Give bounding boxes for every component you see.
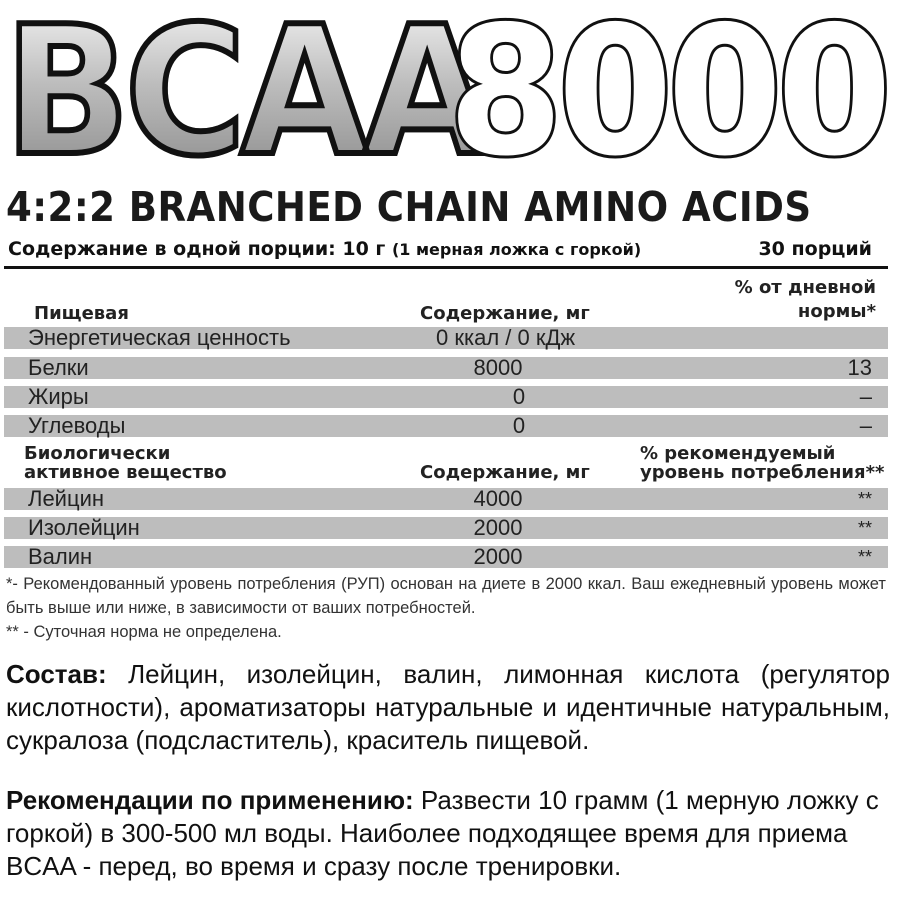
- row-pct: 13: [847, 355, 872, 380]
- footnote-rup: *- Рекомендованный уровень потребления (РУП) основан на диете в 2000 ккал. Ваш ежедневный уровень может быть выше или ниже, в зависимости от ваших потребностей.: [6, 575, 886, 617]
- serving-line: [8, 238, 888, 260]
- row-amount: 0 ккал / 0 кДж: [436, 325, 576, 350]
- composition-label: Состав:: [6, 659, 107, 689]
- bioactive-header-amount: Содержание, мг: [420, 462, 590, 483]
- row-pct: **: [857, 518, 872, 538]
- bioactive-header-name-line2: активное вещество: [24, 462, 227, 483]
- row-amount: 8000: [473, 355, 523, 380]
- table-row: [4, 327, 888, 349]
- composition-body: Лейцин, изолейцин, валин, лимонная кислота (регулятор кислотности), ароматизаторы натуральные и идентичные натуральным, сукралоза (подсластитель), краситель пищевой.: [6, 659, 890, 755]
- title-brand: BCAA: [4, 0, 486, 195]
- row-name: Энергетическая ценность: [28, 325, 291, 350]
- serving-note: (1 мерная ложка с горкой): [391, 240, 642, 259]
- serving-portions: 30 порций: [758, 238, 872, 260]
- row-name: Белки: [28, 355, 89, 380]
- table-row: [4, 357, 888, 379]
- row-pct: –: [859, 413, 872, 438]
- nutrition-header-amount: Содержание, мг: [420, 303, 590, 324]
- table-row: [4, 386, 888, 408]
- title-number: 8000: [448, 0, 887, 195]
- row-pct: **: [857, 547, 872, 567]
- product-subtitle: 4:2:2 BRANCHED CHAIN AMINO ACIDS: [6, 183, 812, 231]
- table-row: [4, 415, 888, 437]
- bioactive-header-pct-line2: уровень потребления**: [640, 462, 885, 483]
- bioactive-header-name-line1: Биологически: [24, 443, 171, 464]
- usage-body: Развести 10 грамм (1 мерную ложку с горкой) в 300-500 мл воды. Наиболее подходящее время для приема BCAA - перед, во время и сразу после тренировки.: [6, 785, 879, 881]
- row-amount: 0: [512, 413, 526, 438]
- row-name: Лейцин: [28, 486, 105, 511]
- serving-label: Содержание в одной порции: 10 г: [8, 238, 386, 260]
- bioactive-header-pct-line1: % рекомендуемый: [640, 443, 836, 464]
- table-row: [4, 517, 888, 539]
- usage-label: Рекомендации по применению:: [6, 785, 414, 815]
- footnote-norm: ** - Суточная норма не определена.: [6, 623, 282, 641]
- row-name: Валин: [28, 544, 93, 569]
- usage-text: [6, 784, 890, 883]
- row-amount: 2000: [473, 544, 523, 569]
- table-row: [4, 546, 888, 568]
- product-title: [0, 0, 900, 195]
- row-name: Жиры: [28, 384, 89, 409]
- row-pct: **: [857, 489, 872, 509]
- divider: [4, 266, 888, 269]
- row-pct: –: [859, 384, 872, 409]
- row-amount: 4000: [473, 486, 523, 511]
- table-row: [4, 488, 888, 510]
- row-amount: 0: [512, 384, 526, 409]
- nutrition-header-name: Пищевая: [34, 303, 129, 324]
- row-name: Углеводы: [28, 413, 126, 438]
- nutrition-header-pct-line2: нормы*: [797, 301, 876, 322]
- nutrition-header-pct-line1: % от дневной: [734, 277, 876, 298]
- row-name: Изолейцин: [28, 515, 140, 540]
- row-amount: 2000: [473, 515, 523, 540]
- composition-text: [6, 658, 890, 757]
